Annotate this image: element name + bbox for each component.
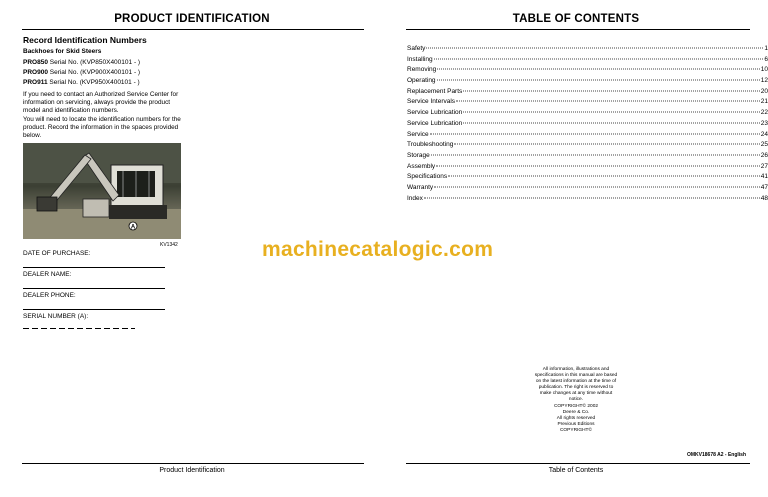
toc-entry[interactable] [407, 56, 768, 67]
toc-entry-page: 48 [760, 194, 768, 202]
toc-entry[interactable] [407, 173, 768, 184]
model-serial: Serial No. (KVP950X400101 - ) [49, 79, 140, 86]
toc-leader [463, 90, 759, 91]
toc-entry-page: 22 [760, 109, 768, 117]
toc-entry-title: Assembly [407, 162, 436, 170]
dealer-phone-line [23, 309, 165, 310]
page-footer: Table of Contents [548, 467, 604, 474]
disclaimer-line: COPYRIGHT© 2002 [553, 403, 599, 409]
toc-entry[interactable] [407, 88, 768, 99]
watermark: machinecatalogic.com [262, 238, 494, 261]
toc-entry-page: 12 [760, 77, 768, 85]
disclaimer-line: specifications in this manual are based [534, 373, 618, 379]
toc-leader [434, 58, 764, 59]
toc-leader [424, 197, 760, 198]
toc-leader [434, 186, 760, 187]
page-title: PRODUCT IDENTIFICATION [114, 13, 270, 25]
toc-entry-title: Service Lubrication [407, 119, 463, 127]
disclaimer-line: on the latest information at the time of [535, 379, 617, 385]
toc-entry-title: Replacement Parts [407, 87, 463, 95]
toc-entry-title: Service Intervals [407, 98, 456, 106]
date-of-purchase-line [23, 267, 165, 268]
toc-entry-page: 6 [764, 55, 768, 63]
disclaimer-line: All information, illustrations and [542, 367, 610, 372]
service-paragraph: If you need to contact an Authorized Service Center for information on servicing, always provide the product model and identification numbers. [23, 91, 179, 114]
toc-entry-page: 1 [764, 45, 768, 52]
toc-entry[interactable] [407, 131, 768, 142]
toc-entry[interactable] [407, 98, 768, 109]
disclaimer-line: All rights reserved [556, 415, 596, 421]
model-line [23, 69, 140, 76]
footer-rule [22, 463, 364, 464]
toc-entry[interactable] [407, 141, 768, 152]
toc-entry[interactable] [407, 77, 768, 88]
model-line [23, 79, 140, 86]
toc-entry-title: Installing [407, 55, 433, 63]
photo-caption: KV1342 [160, 242, 178, 248]
toc-entry-page: 21 [760, 98, 768, 106]
model-name: PRO911 [23, 79, 48, 86]
toc-entry-title: Service [407, 130, 429, 138]
toc-entry[interactable] [407, 45, 768, 56]
sub-heading: Backhoes for Skid Steers [23, 48, 102, 55]
disclaimer-line: publication. The right is reserved to [538, 385, 614, 391]
dealer-name-line [23, 288, 165, 289]
disclaimer-line: Deere & Co. [562, 409, 590, 415]
toc-entry-page: 27 [760, 162, 768, 170]
backhoe-photo [23, 143, 181, 239]
toc-leader [463, 112, 759, 113]
model-name: PRO850 [23, 59, 48, 66]
toc-entry-page: 41 [760, 173, 768, 181]
disclaimer-line: notice. [568, 397, 584, 403]
toc-leader [456, 101, 760, 102]
header-rule [406, 29, 750, 30]
toc-entry-page: 26 [760, 151, 768, 159]
toc-entry-page: 47 [760, 183, 768, 191]
toc-list [407, 45, 768, 205]
toc-entry-title: Removing [407, 66, 437, 74]
toc-entry-page: 25 [760, 141, 768, 149]
toc-entry[interactable] [407, 66, 768, 77]
toc-leader [448, 176, 760, 177]
toc-leader [431, 154, 760, 155]
table-of-contents-page [384, 0, 768, 497]
toc-entry-title: Warranty [407, 183, 434, 191]
toc-leader [454, 144, 759, 145]
photo-callout: A [130, 224, 136, 231]
date-of-purchase-label: DATE OF PURCHASE: [23, 250, 91, 257]
toc-leader [430, 133, 760, 134]
toc-entry[interactable] [407, 163, 768, 174]
copyright-disclaimer [530, 367, 622, 434]
toc-entry[interactable] [407, 184, 768, 195]
serial-number-line [23, 328, 135, 329]
toc-entry-title: Index [407, 194, 423, 202]
footer-rule [406, 463, 750, 464]
page-title: TABLE OF CONTENTS [512, 13, 640, 25]
toc-entry-title: Operating [407, 77, 436, 85]
disclaimer-line: make changes at any time without [539, 391, 613, 397]
disclaimer-line: COPYRIGHT© [559, 427, 593, 433]
model-line [23, 59, 140, 66]
toc-entry[interactable] [407, 120, 768, 131]
page-footer: Product Identification [159, 467, 225, 474]
record-paragraph: You will need to locate the identification numbers for the product. Record the information in the spaces provided below. [23, 116, 181, 139]
toc-leader [436, 165, 760, 166]
disclaimer-line: Previous Editions [557, 421, 595, 427]
dealer-name-label: DEALER NAME: [23, 271, 72, 278]
toc-leader [426, 48, 763, 49]
document-code: OMKV18678 A2 - English [687, 452, 746, 458]
toc-entry-page: 23 [760, 119, 768, 127]
toc-leader [463, 122, 759, 123]
toc-entry-page: 10 [760, 66, 768, 74]
toc-entry[interactable] [407, 109, 768, 120]
dealer-phone-label: DEALER PHONE: [23, 292, 76, 299]
toc-entry[interactable] [407, 195, 768, 206]
toc-entry-title: Troubleshooting [407, 141, 454, 149]
toc-entry-title: Storage [407, 151, 430, 159]
header-rule [22, 29, 364, 30]
toc-leader [437, 80, 760, 81]
model-serial: Serial No. (KVP900X400101 - ) [49, 69, 141, 76]
serial-number-label: SERIAL NUMBER (A): [23, 313, 89, 320]
toc-entry-title: Specifications [407, 173, 448, 181]
model-serial: Serial No. (KVP850X400101 - ) [49, 59, 141, 66]
toc-entry-title: Safety [407, 45, 426, 52]
toc-leader [437, 69, 760, 70]
toc-entry-page: 20 [760, 87, 768, 95]
toc-entry-title: Service Lubrication [407, 109, 463, 117]
section-heading: Record Identification Numbers [23, 35, 147, 45]
toc-entry-page: 24 [760, 130, 768, 138]
toc-entry[interactable] [407, 152, 768, 163]
model-name: PRO900 [23, 69, 48, 76]
backhoe-illustration [23, 143, 181, 239]
